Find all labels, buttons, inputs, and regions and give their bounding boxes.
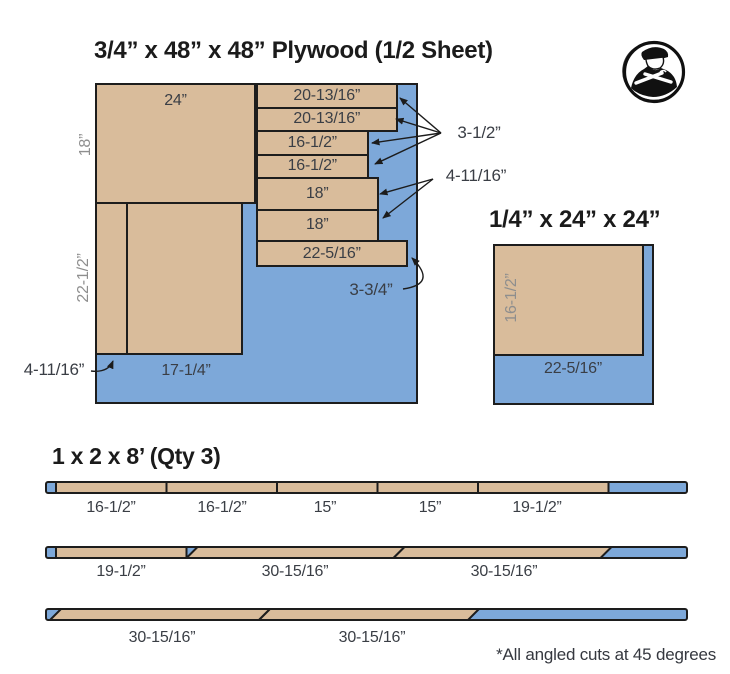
cut-strip [256, 177, 379, 211]
plywood-sheet-48 [95, 83, 418, 404]
boards-title: 1 x 2 x 8’ (Qty 3) [52, 443, 221, 469]
strip-dimension-label: 20-13/16” [293, 86, 361, 104]
sheet2-title: 1/4” x 24” x 24” [489, 206, 661, 233]
cut-strip [256, 83, 398, 109]
board-piece-label: 30-15/16” [338, 629, 406, 646]
board-1x2-first [45, 481, 688, 494]
plywood-sheet-24 [493, 244, 654, 405]
cut-piece-17x22 [126, 202, 243, 355]
strip-dimension-label: 22-5/16” [302, 244, 361, 262]
piece17-dimension-label: 17-1/4” [161, 362, 211, 379]
cut-strip [256, 130, 369, 156]
board-piece-label: 30-15/16” [470, 563, 538, 580]
board-piece-label: 16-1/2” [86, 499, 136, 516]
cut-strip [256, 107, 398, 133]
angled-cuts-footnote: *All angled cuts at 45 degrees [496, 645, 716, 664]
board-piece-label: 19-1/2” [512, 499, 562, 516]
board-piece-label: 30-15/16” [261, 563, 329, 580]
cut-strip [256, 154, 369, 180]
cut-piece-narrow-strip [95, 202, 128, 355]
board-1x2-third [45, 608, 688, 621]
handyman-avatar-icon [617, 36, 691, 108]
board-piece-label: 30-15/16” [128, 629, 196, 646]
cut-strip [256, 209, 379, 243]
sheet2-side-label: 16-1/2” [503, 273, 520, 323]
strip-dimension-label: 18” [305, 184, 329, 202]
strip-dimension-label: 20-13/16” [293, 110, 361, 128]
sheet2-width-label: 22-5/16” [544, 360, 602, 377]
board-piece-label: 15” [313, 499, 337, 516]
cut-strip [256, 240, 408, 267]
board-piece-label: 19-1/2” [96, 563, 146, 580]
cut-piece-24x18 [95, 83, 256, 204]
strip-dimension-label: 18” [305, 216, 329, 234]
sheet1-title: 3/4” x 48” x 48” Plywood (1/2 Sheet) [94, 37, 493, 64]
piece-dimension-label: 24” [164, 92, 187, 109]
board-piece-label: 15” [418, 499, 442, 516]
strip-height-annotation: 3-1/2” [457, 123, 501, 142]
strip-dimension-label: 16-1/2” [287, 157, 337, 175]
narrow-width-annotation: 4-11/16” [23, 360, 85, 379]
mid-height-annotation: 4-11/16” [445, 166, 507, 185]
board-piece-label: 16-1/2” [197, 499, 247, 516]
strip-dimension-label: 16-1/2” [287, 133, 337, 151]
board-1x2-second [45, 546, 688, 559]
last-height-annotation: 3-3/4” [349, 280, 393, 299]
side-lower-label: 22-1/2” [75, 253, 92, 303]
side-height-label: 18” [77, 133, 94, 157]
